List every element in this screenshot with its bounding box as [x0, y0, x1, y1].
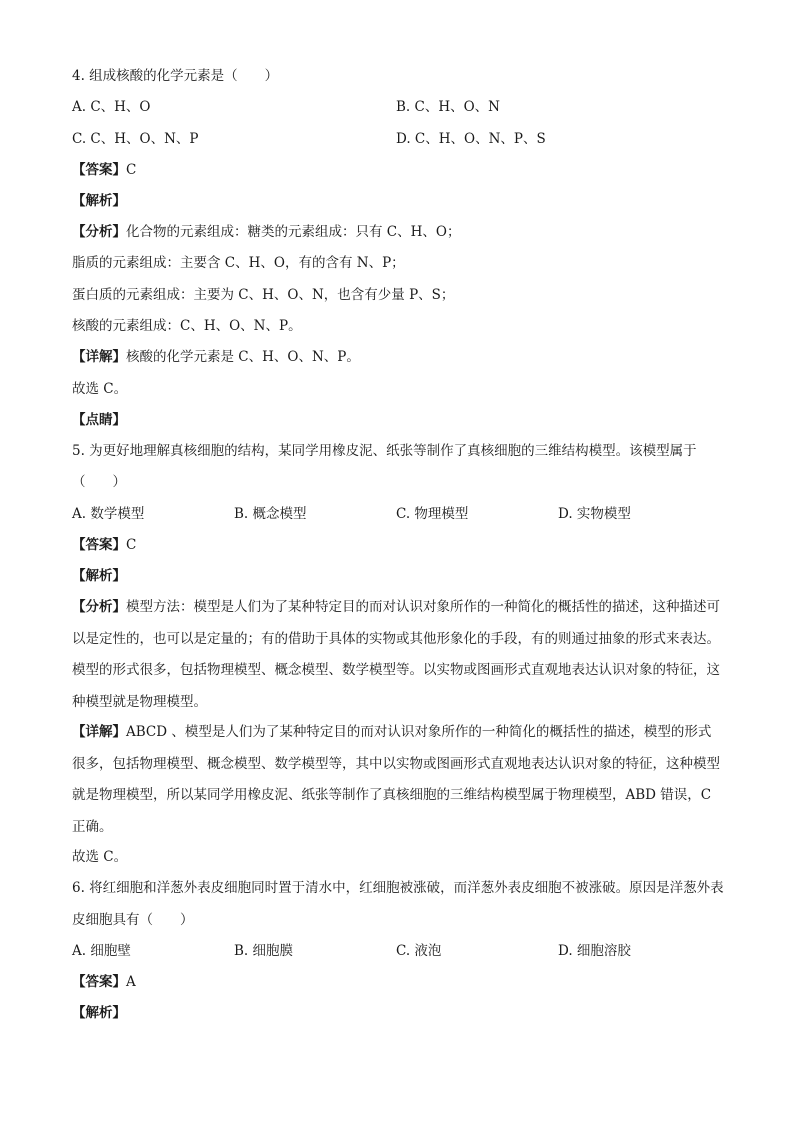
question-6-answer — [72, 972, 724, 992]
question-5-option-d: D. 实物模型 — [558, 506, 631, 522]
question-5-option-a: A. 数学模型 — [72, 506, 145, 522]
fenxi-tag: 【分析】 — [72, 599, 126, 615]
detail-text: ABCD 、模型是人们为了某种特定目的而对认识对象所作的一种简化的概括性的描述，模型的形式很多，包括物理模型、概念模型、数学模型等，其中以实物或图画形式直观地表达认识对象的特征，这种模型就是物理模型，所以某同学用橡皮泥、纸张等制作了真核细胞的三维结构模型属于物理模型，ABD 错误，C 正确。 — [72, 724, 720, 835]
detail-text: 核酸的化学元素是 C、H、O、N、P。 — [126, 349, 360, 365]
answer-tag: 【答案】 — [72, 537, 126, 553]
question-5-choose: 故选 C。 — [72, 849, 128, 865]
question-5-fenxi — [72, 592, 724, 718]
question-4-fenxi-4: 核酸的元素组成：C、H、O、N、P。 — [72, 318, 302, 334]
question-4-stem: 4. 组成核酸的化学元素是（ ） — [72, 68, 279, 84]
fenxi-text: 模型方法：模型是人们为了某种特定目的而对认识对象所作的一种简化的概括性的描述，这种描述可以是定性的，也可以是定量的；有的借助于具体的实物或其他形象化的手段，有的则通过抽象的形式来表达。模型的形式很多，包括物理模型、概念模型、数学模型等。以实物或图画形式直观地表达认识对象的特征，这种模型就是物理模型。 — [72, 599, 720, 710]
question-4-option-a: A. C、H、O — [72, 99, 151, 115]
answer-value: A — [126, 974, 136, 990]
answer-value: C — [126, 537, 137, 553]
question-4-analysis-tag: 【解析】 — [72, 193, 126, 209]
question-6-option-c: C. 液泡 — [396, 943, 442, 959]
question-6-option-b: B. 细胞膜 — [234, 943, 294, 959]
answer-value: C — [126, 162, 137, 178]
fenxi-tag: 【分析】 — [72, 224, 126, 240]
question-6-option-d: D. 细胞溶胶 — [558, 943, 631, 959]
question-4-option-d: D. C、H、O、N、P、S — [396, 131, 546, 147]
question-4-answer — [72, 160, 724, 180]
question-5-option-c: C. 物理模型 — [396, 506, 469, 522]
question-4-option-c: C. C、H、O、N、P — [72, 131, 199, 147]
question-4-dianjing-tag: 【点睛】 — [72, 412, 126, 428]
question-5-stem-paren: （ ） — [72, 474, 126, 490]
question-4-option-b: B. C、H、O、N — [396, 99, 500, 115]
question-5-analysis-tag: 【解析】 — [72, 568, 126, 584]
question-4-detail — [72, 347, 724, 367]
question-6-analysis-tag: 【解析】 — [72, 1005, 126, 1021]
fenxi-text: 化合物的元素组成：糖类的元素组成：只有 C、H、O； — [126, 224, 461, 240]
question-5-option-b: B. 概念模型 — [234, 506, 307, 522]
detail-tag: 【详解】 — [72, 724, 126, 740]
answer-tag: 【答案】 — [72, 974, 126, 990]
question-5-answer — [72, 535, 724, 555]
detail-tag: 【详解】 — [72, 349, 126, 365]
question-6-stem: 6. 将红细胞和洋葱外表皮细胞同时置于清水中，红细胞被涨破，而洋葱外表皮细胞不被涨破。原因是洋葱外表皮细胞具有（ ） — [72, 880, 724, 928]
question-5-stem: 5. 为更好地理解真核细胞的结构，某同学用橡皮泥、纸张等制作了真核细胞的三维结构模型。该模型属于 — [72, 443, 697, 459]
question-4-fenxi-2: 脂质的元素组成：主要含 C、H、O，有的含有 N、P； — [72, 255, 405, 271]
question-6-option-a: A. 细胞壁 — [72, 943, 131, 959]
answer-tag: 【答案】 — [72, 162, 126, 178]
question-4-fenxi-3: 蛋白质的元素组成：主要为 C、H、O、N，也含有少量 P、S； — [72, 287, 455, 303]
question-4-fenxi-1 — [72, 222, 724, 242]
question-4-choose: 故选 C。 — [72, 381, 128, 397]
question-5-detail — [72, 717, 724, 843]
